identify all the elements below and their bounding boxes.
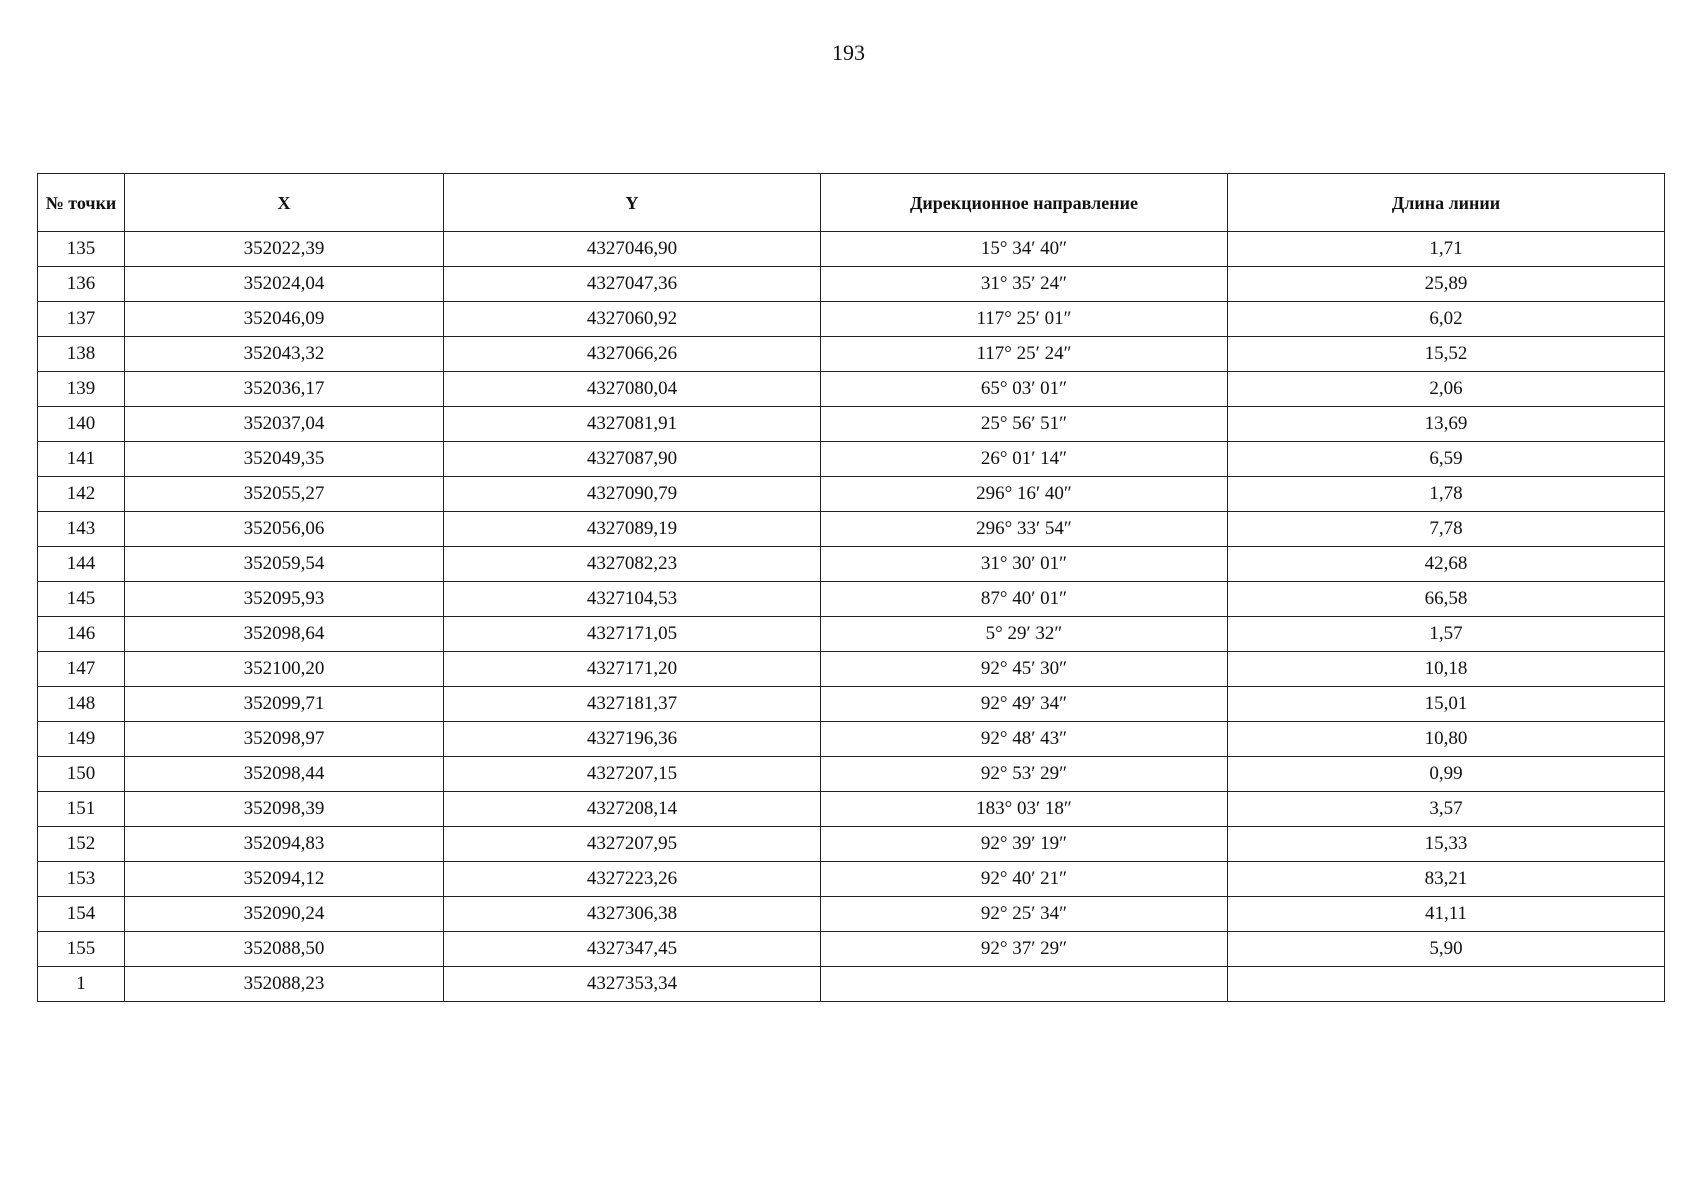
cell-line-length: 83,21	[1228, 862, 1665, 897]
cell-line-length: 2,06	[1228, 372, 1665, 407]
cell-x: 352037,04	[125, 407, 444, 442]
table-row	[38, 967, 1665, 1002]
table-row	[38, 722, 1665, 757]
cell-x: 352059,54	[125, 547, 444, 582]
cell-line-length: 5,90	[1228, 932, 1665, 967]
cell-direction: 15° 34′ 40″	[821, 232, 1228, 267]
table-row	[38, 757, 1665, 792]
cell-point-number: 150	[38, 757, 125, 792]
cell-direction: 92° 37′ 29″	[821, 932, 1228, 967]
cell-line-length: 15,01	[1228, 687, 1665, 722]
page-number: 193	[832, 40, 865, 65]
table-body	[38, 232, 1665, 1002]
table-row	[38, 337, 1665, 372]
cell-line-length: 10,80	[1228, 722, 1665, 757]
cell-y: 4327087,90	[444, 442, 821, 477]
table-row	[38, 547, 1665, 582]
cell-x: 352095,93	[125, 582, 444, 617]
cell-y: 4327171,05	[444, 617, 821, 652]
cell-line-length: 1,78	[1228, 477, 1665, 512]
cell-direction: 65° 03′ 01″	[821, 372, 1228, 407]
header-line-length: Длина линии	[1228, 174, 1665, 232]
cell-point-number: 154	[38, 897, 125, 932]
cell-line-length: 10,18	[1228, 652, 1665, 687]
cell-y: 4327196,36	[444, 722, 821, 757]
cell-y: 4327090,79	[444, 477, 821, 512]
cell-line-length: 1,71	[1228, 232, 1665, 267]
cell-line-length: 25,89	[1228, 267, 1665, 302]
cell-point-number: 155	[38, 932, 125, 967]
cell-x: 352098,97	[125, 722, 444, 757]
cell-y: 4327080,04	[444, 372, 821, 407]
cell-direction: 31° 35′ 24″	[821, 267, 1228, 302]
cell-direction: 92° 49′ 34″	[821, 687, 1228, 722]
cell-line-length: 6,02	[1228, 302, 1665, 337]
cell-direction: 25° 56′ 51″	[821, 407, 1228, 442]
cell-x: 352036,17	[125, 372, 444, 407]
coordinates-table	[37, 173, 1665, 1002]
cell-x: 352098,64	[125, 617, 444, 652]
cell-direction: 26° 01′ 14″	[821, 442, 1228, 477]
cell-line-length: 15,33	[1228, 827, 1665, 862]
cell-line-length: 0,99	[1228, 757, 1665, 792]
cell-y: 4327208,14	[444, 792, 821, 827]
cell-point-number: 1	[38, 967, 125, 1002]
cell-point-number: 151	[38, 792, 125, 827]
cell-y: 4327082,23	[444, 547, 821, 582]
cell-direction: 92° 45′ 30″	[821, 652, 1228, 687]
cell-x: 352098,44	[125, 757, 444, 792]
cell-direction: 92° 40′ 21″	[821, 862, 1228, 897]
cell-x: 352099,71	[125, 687, 444, 722]
cell-direction	[821, 967, 1228, 1002]
cell-y: 4327181,37	[444, 687, 821, 722]
table-row	[38, 477, 1665, 512]
cell-direction: 296° 16′ 40″	[821, 477, 1228, 512]
cell-point-number: 138	[38, 337, 125, 372]
cell-x: 352094,83	[125, 827, 444, 862]
cell-x: 352100,20	[125, 652, 444, 687]
cell-x: 352094,12	[125, 862, 444, 897]
cell-direction: 117° 25′ 01″	[821, 302, 1228, 337]
header-x: X	[125, 174, 444, 232]
cell-point-number: 143	[38, 512, 125, 547]
cell-direction: 87° 40′ 01″	[821, 582, 1228, 617]
cell-point-number: 147	[38, 652, 125, 687]
table-row	[38, 302, 1665, 337]
cell-direction: 92° 48′ 43″	[821, 722, 1228, 757]
cell-point-number: 141	[38, 442, 125, 477]
cell-line-length	[1228, 967, 1665, 1002]
cell-line-length: 13,69	[1228, 407, 1665, 442]
cell-point-number: 153	[38, 862, 125, 897]
cell-point-number: 140	[38, 407, 125, 442]
table-row	[38, 932, 1665, 967]
cell-x: 352088,50	[125, 932, 444, 967]
cell-y: 4327046,90	[444, 232, 821, 267]
table-row	[38, 372, 1665, 407]
cell-x: 352055,27	[125, 477, 444, 512]
cell-y: 4327066,26	[444, 337, 821, 372]
cell-y: 4327207,95	[444, 827, 821, 862]
cell-line-length: 3,57	[1228, 792, 1665, 827]
cell-line-length: 15,52	[1228, 337, 1665, 372]
table-row	[38, 232, 1665, 267]
cell-direction: 296° 33′ 54″	[821, 512, 1228, 547]
cell-x: 352024,04	[125, 267, 444, 302]
table-row	[38, 897, 1665, 932]
cell-y: 4327047,36	[444, 267, 821, 302]
cell-y: 4327081,91	[444, 407, 821, 442]
cell-point-number: 152	[38, 827, 125, 862]
cell-point-number: 145	[38, 582, 125, 617]
cell-x: 352056,06	[125, 512, 444, 547]
cell-direction: 183° 03′ 18″	[821, 792, 1228, 827]
cell-line-length: 1,57	[1228, 617, 1665, 652]
cell-direction: 117° 25′ 24″	[821, 337, 1228, 372]
cell-y: 4327223,26	[444, 862, 821, 897]
table-row	[38, 617, 1665, 652]
cell-line-length: 6,59	[1228, 442, 1665, 477]
cell-y: 4327171,20	[444, 652, 821, 687]
cell-x: 352088,23	[125, 967, 444, 1002]
table-header-row	[38, 174, 1665, 232]
cell-direction: 92° 53′ 29″	[821, 757, 1228, 792]
table-row	[38, 792, 1665, 827]
cell-y: 4327104,53	[444, 582, 821, 617]
header-y: Y	[444, 174, 821, 232]
table-row	[38, 687, 1665, 722]
header-direction: Дирекционное направление	[821, 174, 1228, 232]
table-row	[38, 862, 1665, 897]
cell-point-number: 136	[38, 267, 125, 302]
table-row	[38, 827, 1665, 862]
cell-line-length: 66,58	[1228, 582, 1665, 617]
cell-y: 4327089,19	[444, 512, 821, 547]
cell-direction: 5° 29′ 32″	[821, 617, 1228, 652]
cell-x: 352046,09	[125, 302, 444, 337]
cell-point-number: 137	[38, 302, 125, 337]
cell-point-number: 139	[38, 372, 125, 407]
cell-point-number: 149	[38, 722, 125, 757]
cell-y: 4327306,38	[444, 897, 821, 932]
table-row	[38, 582, 1665, 617]
cell-direction: 92° 39′ 19″	[821, 827, 1228, 862]
cell-y: 4327207,15	[444, 757, 821, 792]
cell-line-length: 7,78	[1228, 512, 1665, 547]
cell-point-number: 144	[38, 547, 125, 582]
cell-x: 352043,32	[125, 337, 444, 372]
table-row	[38, 652, 1665, 687]
cell-point-number: 146	[38, 617, 125, 652]
cell-y: 4327060,92	[444, 302, 821, 337]
cell-x: 352049,35	[125, 442, 444, 477]
table-row	[38, 407, 1665, 442]
cell-direction: 31° 30′ 01″	[821, 547, 1228, 582]
cell-line-length: 41,11	[1228, 897, 1665, 932]
cell-x: 352090,24	[125, 897, 444, 932]
table-row	[38, 442, 1665, 477]
cell-point-number: 142	[38, 477, 125, 512]
cell-x: 352098,39	[125, 792, 444, 827]
table-row	[38, 512, 1665, 547]
cell-y: 4327347,45	[444, 932, 821, 967]
cell-x: 352022,39	[125, 232, 444, 267]
header-point-number: № точки	[38, 174, 125, 232]
cell-line-length: 42,68	[1228, 547, 1665, 582]
table-row	[38, 267, 1665, 302]
cell-point-number: 135	[38, 232, 125, 267]
cell-direction: 92° 25′ 34″	[821, 897, 1228, 932]
cell-point-number: 148	[38, 687, 125, 722]
cell-y: 4327353,34	[444, 967, 821, 1002]
